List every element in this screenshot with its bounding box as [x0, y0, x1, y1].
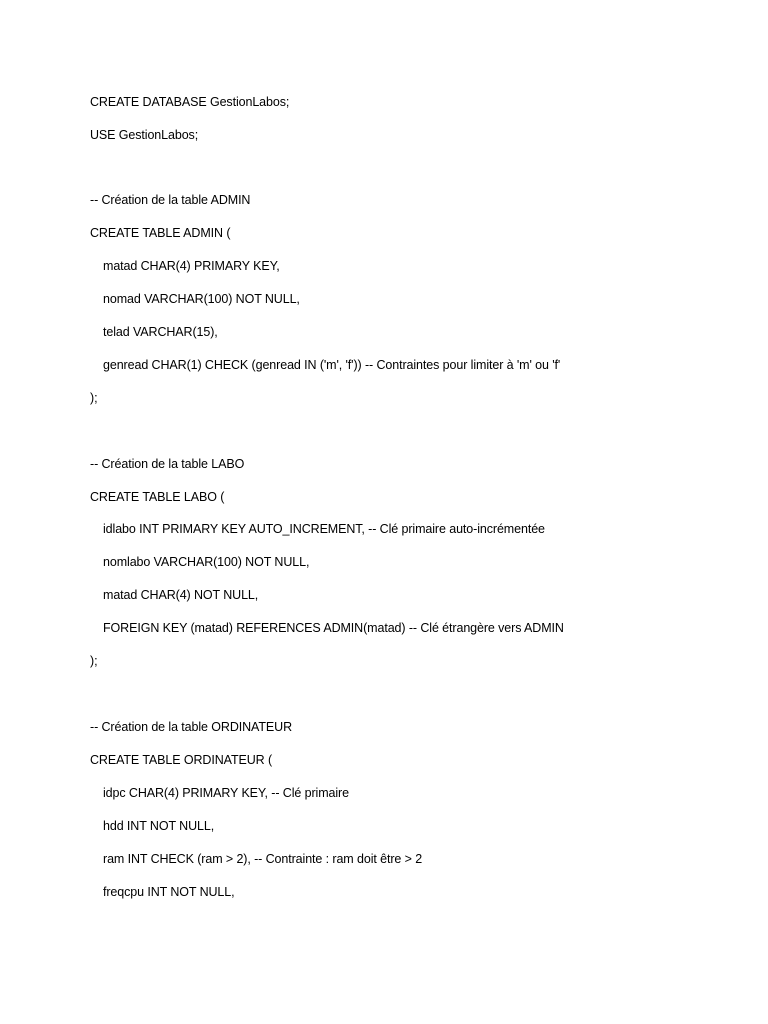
- ordinateur-column-hdd: hdd INT NOT NULL,: [103, 819, 215, 833]
- labo-column-idlabo: idlabo INT PRIMARY KEY AUTO_INCREMENT, -- Clé primaire auto-incrémentée: [103, 522, 545, 536]
- create-table-ordinateur-line: CREATE TABLE ORDINATEUR (: [90, 753, 273, 767]
- labo-foreign-key: FOREIGN KEY (matad) REFERENCES ADMIN(matad) -- Clé étrangère vers ADMIN: [103, 621, 564, 635]
- admin-table-close: );: [90, 391, 98, 405]
- ordinateur-column-freqcpu: freqcpu INT NOT NULL,: [103, 885, 235, 899]
- labo-column-nomlabo: nomlabo VARCHAR(100) NOT NULL,: [103, 555, 310, 569]
- create-table-labo-line: CREATE TABLE LABO (: [90, 490, 225, 504]
- ordinateur-column-ram: ram INT CHECK (ram > 2), -- Contrainte : ram doit être > 2: [103, 852, 423, 866]
- create-database-line: CREATE DATABASE GestionLabos;: [90, 95, 290, 109]
- labo-table-close: );: [90, 654, 98, 668]
- create-table-admin-line: CREATE TABLE ADMIN (: [90, 226, 231, 240]
- ordinateur-comment-line: -- Création de la table ORDINATEUR: [90, 720, 292, 734]
- admin-column-genread: genread CHAR(1) CHECK (genread IN ('m', 'f')) -- Contraintes pour limiter à 'm' ou 'f': [103, 358, 561, 372]
- labo-column-matad: matad CHAR(4) NOT NULL,: [103, 588, 259, 602]
- admin-column-nomad: nomad VARCHAR(100) NOT NULL,: [103, 292, 300, 306]
- labo-comment-line: -- Création de la table LABO: [90, 457, 245, 471]
- use-database-line: USE GestionLabos;: [90, 128, 199, 142]
- admin-column-matad: matad CHAR(4) PRIMARY KEY,: [103, 259, 280, 273]
- ordinateur-column-idpc: idpc CHAR(4) PRIMARY KEY, -- Clé primaire: [103, 786, 349, 800]
- admin-column-telad: telad VARCHAR(15),: [103, 325, 218, 339]
- admin-comment-line: -- Création de la table ADMIN: [90, 193, 251, 207]
